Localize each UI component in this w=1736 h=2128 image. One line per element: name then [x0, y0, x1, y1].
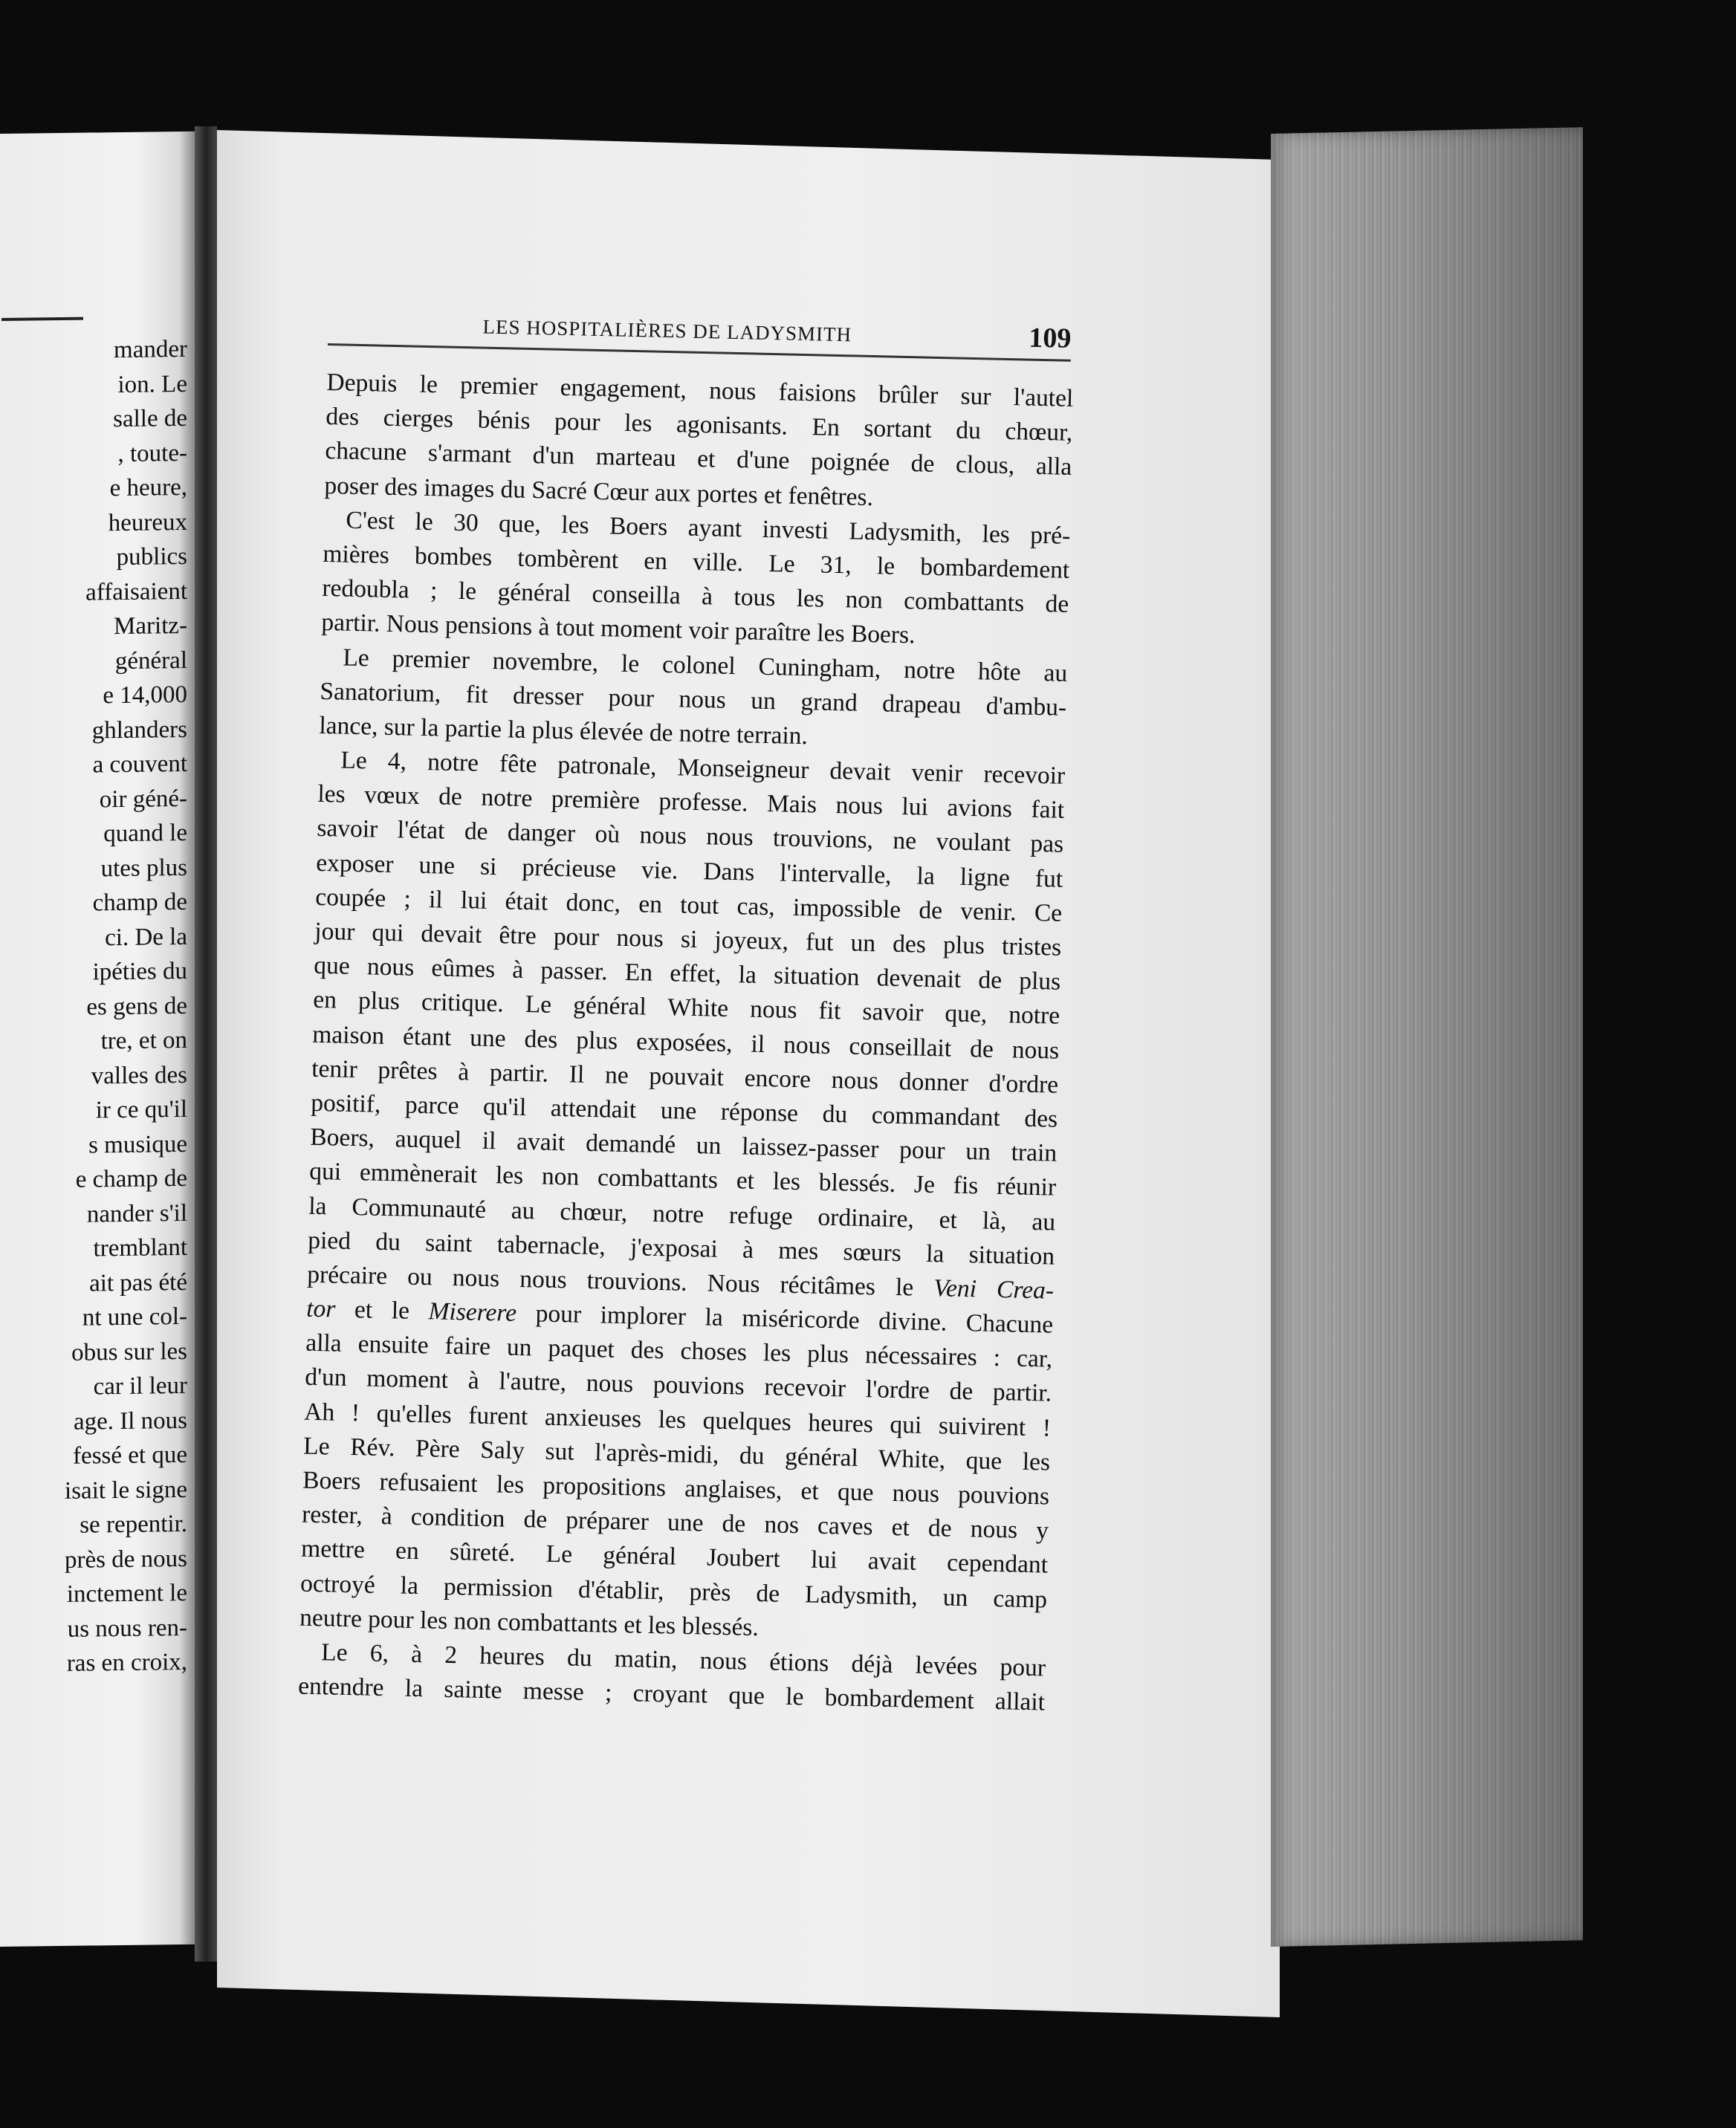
left-page-line: publics — [116, 542, 187, 571]
body-text-line: octroyé la permission d'établir, près de Ladysmith, un camp — [299, 1569, 1048, 1614]
left-page-line: isait le signe — [65, 1476, 187, 1505]
body-text-line: Le Rév. Père Saly sut l'après-midi, du général White, que les — [302, 1432, 1051, 1476]
left-page-line: ait pas été — [89, 1268, 187, 1297]
body-text-line: chacune s'armant d'un marteau et d'une poignée de clous, alla — [325, 437, 1072, 481]
body-text-line: Boers refusaient les propositions anglaises, et que nous pouvions — [302, 1466, 1050, 1511]
page-block-edge — [1271, 127, 1583, 1947]
body-text-line: redoubla ; le général conseilla à tous les non combattants de — [322, 574, 1069, 618]
body-text-line: tor et le Miserere pour implorer la miséricorde divine. Chacune — [305, 1294, 1054, 1339]
body-text-line: rester, à condition de préparer une de nos caves et de nous y — [301, 1500, 1049, 1545]
left-page-line: se repentir. — [80, 1510, 187, 1539]
left-page-line: heureux — [108, 508, 187, 536]
left-page-line: a couvent — [92, 750, 187, 779]
left-page-line: s musique — [88, 1130, 187, 1159]
body-text-line: mières bombes tombèrent en ville. Le 31, le bombardement — [323, 539, 1070, 584]
body-text-line: pied du saint tabernacle, j'exposai à mes sœurs la situation — [307, 1226, 1055, 1271]
body-text-line: exposer une si précieuse vie. Dans l'intervalle, la ligne fut — [315, 849, 1063, 893]
body-text-line: précaire ou nous nous trouvions. Nous récitâmes le Veni Crea- — [306, 1260, 1055, 1305]
body-text-line: coupée ; il lui était donc, en tout cas, impossible de venir. Ce — [314, 883, 1063, 927]
body-text-line: poser des images du Sacré Cœur aux portes et fenêtres. — [324, 471, 874, 511]
left-page-line: obus sur les — [71, 1337, 187, 1366]
left-page-line: général — [114, 646, 187, 675]
body-text-line: les vœux de notre première professe. Mais nous lui avions fait — [317, 780, 1065, 825]
right-page-body-text — [298, 366, 1074, 1720]
left-page-line: affaisaient — [85, 577, 187, 606]
page-number: 109 — [1028, 322, 1072, 354]
body-text-line: C'est le 30 que, les Boers ayant investi Ladysmith, les pré- — [346, 506, 1071, 550]
body-text-line: neutre pour les non combattants et les blessés. — [299, 1603, 760, 1641]
body-text-line: d'un moment à l'autre, nous pouvions recevoir l'ordre de partir. — [304, 1363, 1052, 1408]
left-page-line: ir ce qu'il — [95, 1095, 187, 1124]
left-page-line: ion. Le — [117, 370, 187, 398]
body-text-line: savoir l'état de danger où nous nous trouvions, ne voulant pas — [317, 814, 1064, 859]
body-text-line: Le premier novembre, le colonel Cuningham, notre hôte au — [343, 643, 1068, 687]
left-page-line: ipéties du — [92, 957, 187, 986]
left-page-line: tre, et on — [100, 1026, 187, 1055]
left-page-line: ghlanders — [91, 716, 187, 744]
left-page-line: fessé et que — [73, 1441, 187, 1470]
left-page-line: champ de — [92, 888, 187, 917]
running-head-title: LES HOSPITALIÈRES DE LADYSMITH — [482, 315, 852, 346]
body-text-line: que nous eûmes à passer. En effet, la situation devenait de plus — [313, 951, 1061, 996]
body-text-line: la Communauté au chœur, notre refuge ordinaire, et là, au — [308, 1192, 1056, 1236]
left-page-line: car il leur — [93, 1372, 187, 1401]
left-page-line: inctement le — [66, 1579, 187, 1608]
left-page-line: salle de — [113, 404, 187, 433]
body-text-line: Depuis le premier engagement, nous faisions brûler sur l'autel — [326, 368, 1074, 412]
left-page-line: ras en croix, — [66, 1648, 187, 1677]
left-page-line: mander — [114, 335, 187, 364]
body-text-line: Ah ! qu'elles furent anxieuses les quelques heures qui suivirent ! — [303, 1398, 1052, 1442]
left-page-line: us nous ren- — [67, 1614, 187, 1643]
left-page-line: Maritz- — [114, 612, 187, 640]
left-page-line: e champ de — [75, 1164, 187, 1193]
book-gutter — [195, 126, 217, 1962]
left-page-line: e heure, — [109, 473, 187, 502]
body-text-line: positif, parce qu'il attendait une réponse du commandant des — [310, 1089, 1058, 1133]
body-text-line: partir. Nous pensions à tout moment voir paraître les Boers. — [321, 609, 916, 649]
left-page-line: tremblant — [93, 1233, 187, 1262]
page-edge-shade — [1271, 127, 1583, 1947]
body-text-line: Le 4, notre fête patronale, Monseigneur devait venir recevoir — [340, 746, 1066, 790]
left-page-line: nt une col- — [82, 1303, 187, 1331]
left-page — [0, 132, 195, 1947]
left-page-line: quand le — [103, 819, 187, 848]
body-text-line: lance, sur la partie la plus élevée de notre terrain. — [319, 711, 809, 750]
body-text-line: entendre la sainte messe ; croyant que le bombardement allait — [297, 1672, 1046, 1716]
left-page-line: oir géné- — [99, 785, 187, 813]
body-text-line: mettre en sûreté. Le général Joubert lui avait cependant — [300, 1535, 1049, 1579]
left-page-line: utes plus — [100, 854, 187, 882]
left-page-line: valles des — [91, 1061, 187, 1089]
left-page-text — [0, 332, 187, 1682]
left-page-line: près de nous — [65, 1545, 187, 1574]
left-page-line: , toute- — [117, 439, 187, 467]
body-text-line: Le 6, à 2 heures du matin, nous étions déjà levées pour — [320, 1638, 1046, 1682]
body-text-line: en plus critique. Le général White nous fit savoir que, notre — [312, 986, 1060, 1031]
body-text-line: Sanatorium, fit dresser pour nous un grand drapeau d'ambu- — [320, 677, 1067, 721]
left-page-line: ci. De la — [105, 923, 187, 951]
body-text-line: Boers, auquel il avait demandé un laissez-passer pour un train — [309, 1123, 1058, 1167]
body-text-line: jour qui devait être pour nous si joyeux, fut un des plus tristes — [314, 917, 1062, 961]
left-page-line: e 14,000 — [103, 681, 187, 710]
body-text-line: des cierges bénis pour les agonisants. En sortant du chœur, — [326, 403, 1073, 447]
left-page-rule — [1, 317, 83, 321]
left-page-line: age. Il nous — [73, 1407, 187, 1436]
left-page-line: es gens de — [86, 992, 187, 1021]
left-page-line: nander s'il — [86, 1199, 187, 1228]
body-text-line: alla ensuite faire un paquet des choses les plus nécessaires : car, — [305, 1329, 1053, 1373]
body-text-line: qui emmènerait les non combattants et les blessés. Je fis réunir — [308, 1158, 1057, 1201]
body-text-line: tenir prêtes à partir. Il ne pouvait encore nous donner d'ordre — [311, 1054, 1059, 1099]
body-text-line: maison étant une des plus exposées, il nous conseillait de nous — [311, 1020, 1060, 1065]
